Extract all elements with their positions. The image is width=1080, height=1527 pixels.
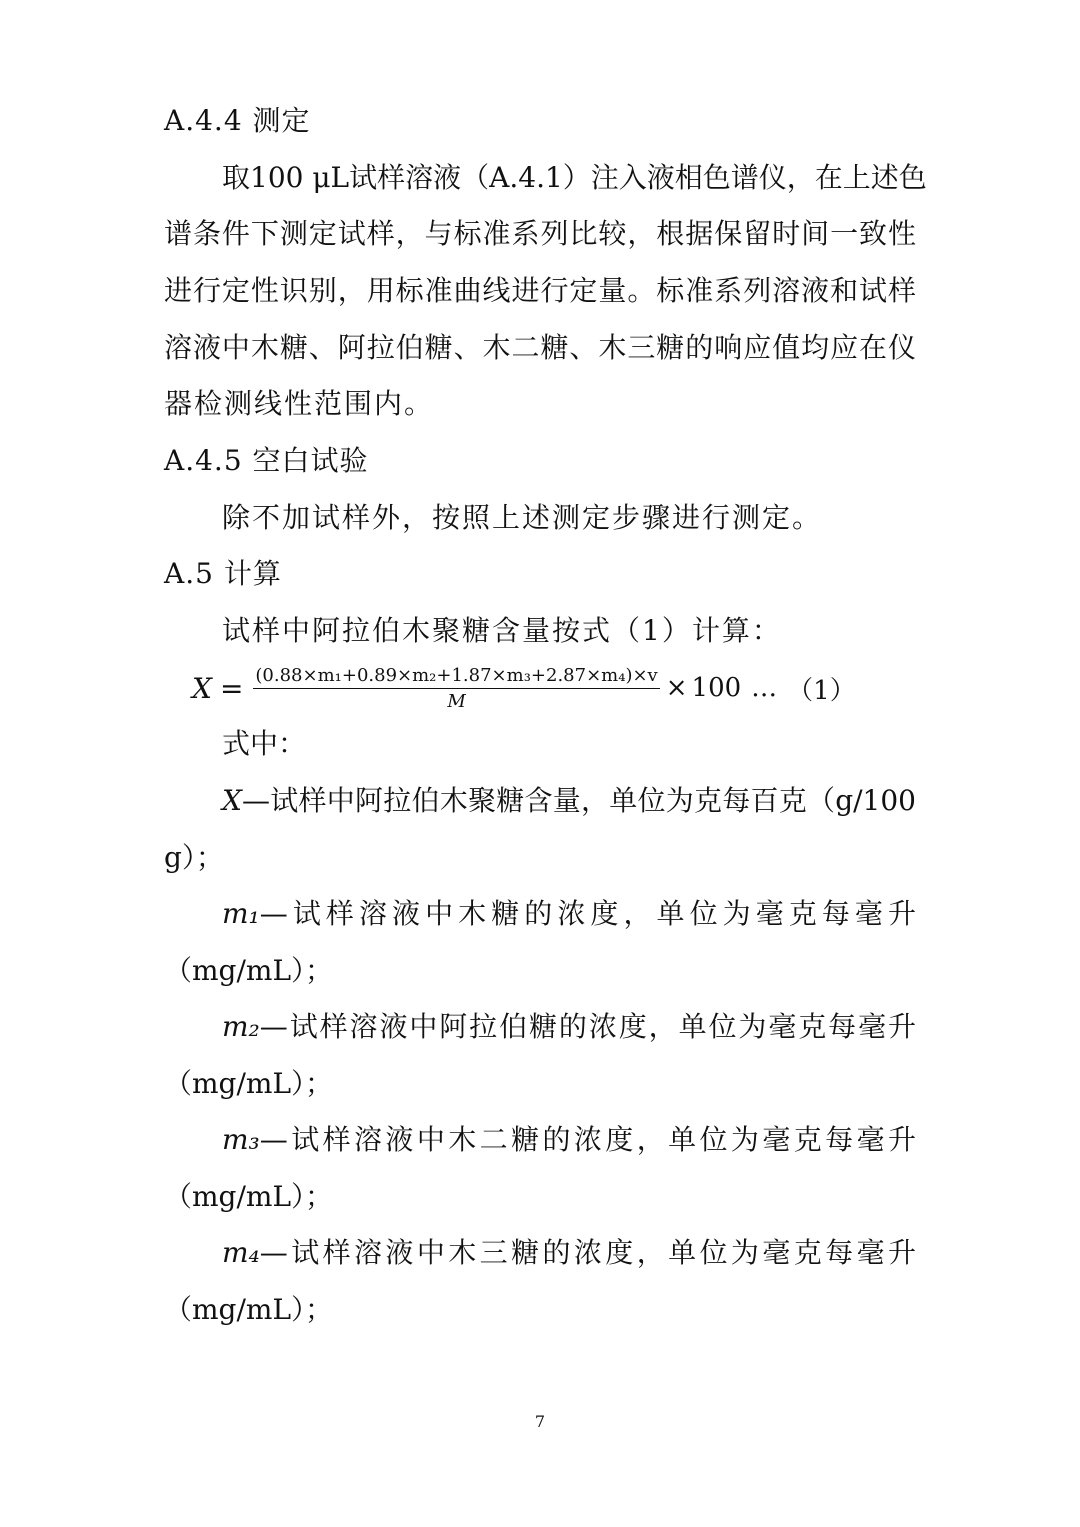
definition-line — [222, 999, 916, 1055]
definition-line — [222, 773, 916, 829]
section-heading-a445: A.4.5 空白试验 — [164, 444, 369, 477]
formula-equals: = — [219, 671, 244, 705]
definition-line: （mg/mL）； — [164, 1067, 334, 1100]
formula-1 — [192, 660, 856, 716]
where-label: 式中： — [222, 727, 307, 760]
paragraph-line: 谱条件下测定试样，与标准系列比较，根据保留时间一致性 — [164, 217, 916, 250]
definition-line — [222, 1112, 916, 1168]
paragraph-line: 取100 μL试样溶液（A.4.1）注入液相色谱仪，在上述色 — [222, 161, 927, 194]
definition-line: g）； — [164, 841, 224, 874]
paragraph-line: 进行定性识别，用标准曲线进行定量。标准系列溶液和试样 — [164, 274, 916, 307]
definition-symbol: m₃ — [222, 1123, 260, 1156]
formula-leader: … — [751, 673, 778, 703]
definition-text: —试样中阿拉伯木聚糖含量，单位为克每百克（g/100 — [241, 784, 916, 817]
definition-text: —试样溶液中阿拉伯糖的浓度，单位为毫克每毫升 — [259, 1010, 916, 1043]
paragraph-line: 溶液中木糖、阿拉伯糖、木二糖、木三糖的响应值均应在仪 — [164, 331, 916, 364]
definition-line: （mg/mL）； — [164, 1293, 334, 1326]
section-heading-a5: A.5 计算 — [164, 557, 282, 590]
definition-text: —试样溶液中木三糖的浓度，单位为毫克每毫升 — [259, 1236, 916, 1269]
section-heading-a444: A.4.4 测定 — [164, 104, 311, 137]
definition-text: —试样溶液中木二糖的浓度，单位为毫克每毫升 — [259, 1123, 916, 1156]
formula-reference: （1） — [787, 675, 856, 706]
definition-line: （mg/mL）； — [164, 954, 334, 987]
definition-text: —试样溶液中木糖的浓度，单位为毫克每毫升 — [259, 897, 916, 930]
page-number: 7 — [534, 1412, 546, 1431]
formula-variable: X — [192, 671, 212, 705]
definition-symbol: m₂ — [222, 1010, 260, 1043]
formula-times: × — [665, 673, 688, 703]
definition-symbol: X — [222, 784, 242, 817]
definition-symbol: m₁ — [222, 897, 260, 930]
paragraph-line: 除不加试样外，按照上述测定步骤进行测定。 — [222, 501, 823, 534]
formula-numerator: (0.88×m₁+0.89×m₂+1.87×m₃+2.87×m₄)×v — [253, 665, 659, 689]
formula-multiplier: 100 — [691, 673, 742, 703]
definition-symbol: m₄ — [222, 1236, 260, 1269]
formula-denominator: M — [447, 690, 466, 712]
paragraph-line: 器检测线性范围内。 — [164, 387, 435, 420]
definition-line — [222, 886, 916, 942]
definition-line — [222, 1225, 916, 1281]
paragraph-line: 试样中阿拉伯木聚糖含量按式（1）计算： — [222, 614, 782, 647]
definition-line: （mg/mL）； — [164, 1180, 334, 1213]
formula-fraction — [253, 665, 659, 712]
